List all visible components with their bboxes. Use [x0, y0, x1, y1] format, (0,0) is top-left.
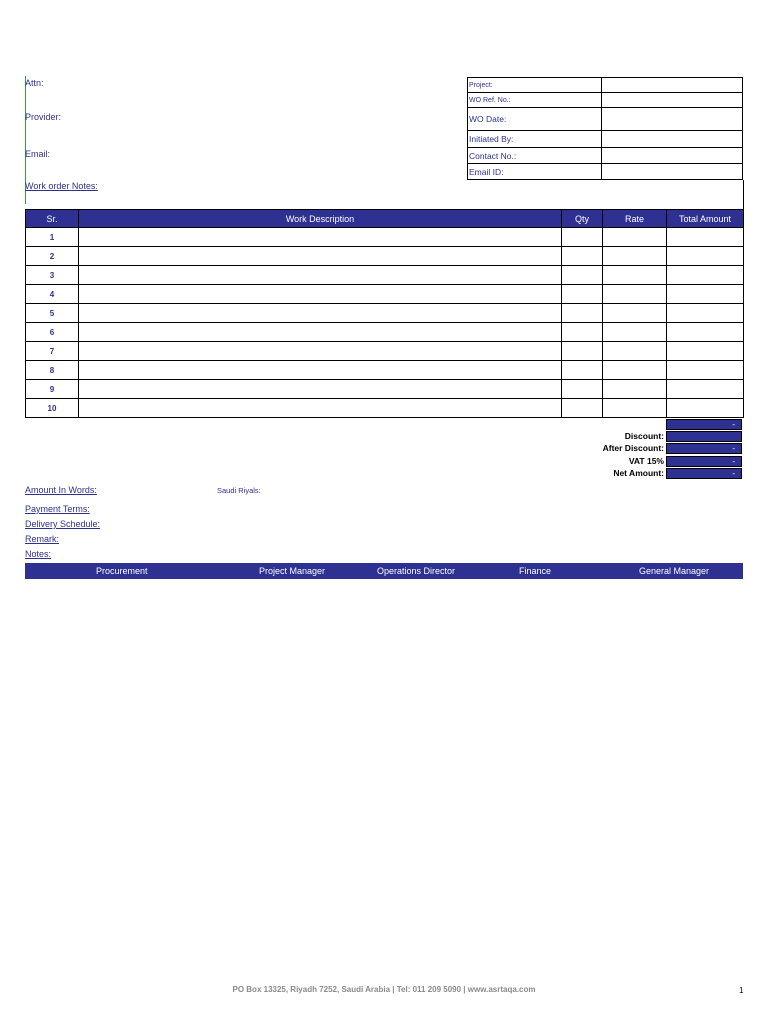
row-total[interactable]: [667, 399, 744, 418]
signature-finance: Finance: [519, 566, 552, 576]
header-rate: Rate: [603, 210, 667, 228]
row-description[interactable]: [79, 342, 562, 361]
signature-bar: [25, 563, 743, 579]
row-rate[interactable]: [603, 342, 667, 361]
wo-ref-label: WO Ref. No.:: [468, 93, 602, 108]
amount-in-words-label: Amount In Words:: [25, 485, 97, 495]
row-rate[interactable]: [603, 323, 667, 342]
row-qty[interactable]: [562, 228, 603, 247]
work-order-notes-label: Work order Notes:: [25, 181, 98, 191]
notes-label: Notes:: [25, 549, 52, 559]
row-description[interactable]: [79, 304, 562, 323]
row-description[interactable]: [79, 247, 562, 266]
email-id-label: Email ID:: [468, 164, 602, 180]
row-sr: 8: [26, 361, 79, 380]
header-total-amount: Total Amount: [667, 210, 744, 228]
subtotal-value: -: [666, 419, 742, 430]
row-sr: 2: [26, 247, 79, 266]
table-row: [26, 266, 744, 285]
wo-ref-value[interactable]: [602, 93, 743, 108]
row-sr: 10: [26, 399, 79, 418]
after-discount-label: After Discount:: [602, 443, 664, 453]
row-rate[interactable]: [603, 361, 667, 380]
row-qty[interactable]: [562, 323, 603, 342]
page-number: 1: [739, 986, 744, 995]
work-order-info-table: [467, 77, 743, 180]
row-qty[interactable]: [562, 342, 603, 361]
row-total[interactable]: [667, 380, 744, 399]
discount-value[interactable]: [666, 431, 742, 442]
delivery-schedule-label: Delivery Schedule:: [25, 519, 101, 529]
contact-no-label: Contact No.:: [468, 148, 602, 164]
row-qty[interactable]: [562, 361, 603, 380]
row-description[interactable]: [79, 266, 562, 285]
row-rate[interactable]: [603, 247, 667, 266]
table-row: [26, 361, 744, 380]
work-items-table: [25, 209, 744, 418]
table-row: [26, 342, 744, 361]
signature-general-manager: General Manager: [639, 566, 710, 576]
row-qty[interactable]: [562, 380, 603, 399]
row-rate[interactable]: [603, 380, 667, 399]
signature-procurement: Procurement: [96, 566, 148, 576]
row-sr: 3: [26, 266, 79, 285]
row-total[interactable]: [667, 228, 744, 247]
row-sr: 6: [26, 323, 79, 342]
project-value[interactable]: [602, 78, 743, 93]
header-work-description: Work Description: [79, 210, 562, 228]
provider-label: Provider:: [25, 112, 62, 122]
table-row: [26, 228, 744, 247]
after-discount-value: -: [666, 443, 742, 454]
row-description[interactable]: [79, 399, 562, 418]
signature-operations-director: Operations Director: [377, 566, 456, 576]
wo-date-label: WO Date:: [468, 108, 602, 131]
table-row: [26, 323, 744, 342]
row-total[interactable]: [667, 285, 744, 304]
row-description[interactable]: [79, 285, 562, 304]
row-total[interactable]: [667, 342, 744, 361]
initiated-by-label: Initiated By:: [468, 131, 602, 148]
header-sr: Sr.: [26, 210, 79, 228]
row-total[interactable]: [667, 304, 744, 323]
row-qty[interactable]: [562, 285, 603, 304]
row-sr: 1: [26, 228, 79, 247]
notes-box-border: [467, 180, 744, 210]
row-description[interactable]: [79, 228, 562, 247]
email-label: Email:: [25, 149, 51, 159]
table-row: [26, 304, 744, 323]
table-row: [26, 399, 744, 418]
table-row: [26, 380, 744, 399]
row-rate[interactable]: [603, 228, 667, 247]
row-qty[interactable]: [562, 266, 603, 285]
table-row: [26, 247, 744, 266]
row-rate[interactable]: [603, 399, 667, 418]
row-qty[interactable]: [562, 247, 603, 266]
email-id-value[interactable]: [602, 164, 743, 180]
net-amount-label: Net Amount:: [613, 468, 664, 478]
row-rate[interactable]: [603, 304, 667, 323]
header-qty: Qty: [562, 210, 603, 228]
row-qty[interactable]: [562, 304, 603, 323]
row-total[interactable]: [667, 266, 744, 285]
initiated-by-value[interactable]: [602, 131, 743, 148]
row-rate[interactable]: [603, 285, 667, 304]
wo-date-value[interactable]: [602, 108, 743, 131]
row-total[interactable]: [667, 361, 744, 380]
vat-value: -: [666, 456, 742, 467]
net-amount-value: -: [666, 468, 742, 479]
row-total[interactable]: [667, 323, 744, 342]
project-label: Project:: [468, 78, 602, 93]
row-sr: 4: [26, 285, 79, 304]
row-description[interactable]: [79, 323, 562, 342]
attn-label: Attn:: [25, 78, 44, 88]
row-total[interactable]: [667, 247, 744, 266]
row-description[interactable]: [79, 380, 562, 399]
vat-label: VAT 15%: [628, 456, 664, 466]
table-row: [26, 285, 744, 304]
row-description[interactable]: [79, 361, 562, 380]
row-sr: 5: [26, 304, 79, 323]
payment-terms-label: Payment Terms:: [25, 504, 90, 514]
row-sr: 9: [26, 380, 79, 399]
discount-label: Discount:: [624, 431, 664, 441]
saudi-riyals-label: Saudi Riyals:: [217, 486, 261, 495]
footer-address: PO Box 13325, Riyadh 7252, Saudi Arabia | Tel: 011 209 5090 | www.asrtaqa.com: [232, 985, 536, 994]
row-qty[interactable]: [562, 399, 603, 418]
row-sr: 7: [26, 342, 79, 361]
remark-label: Remark:: [25, 534, 60, 544]
contact-no-value[interactable]: [602, 148, 743, 164]
row-rate[interactable]: [603, 266, 667, 285]
signature-project-manager: Project Manager: [259, 566, 326, 576]
